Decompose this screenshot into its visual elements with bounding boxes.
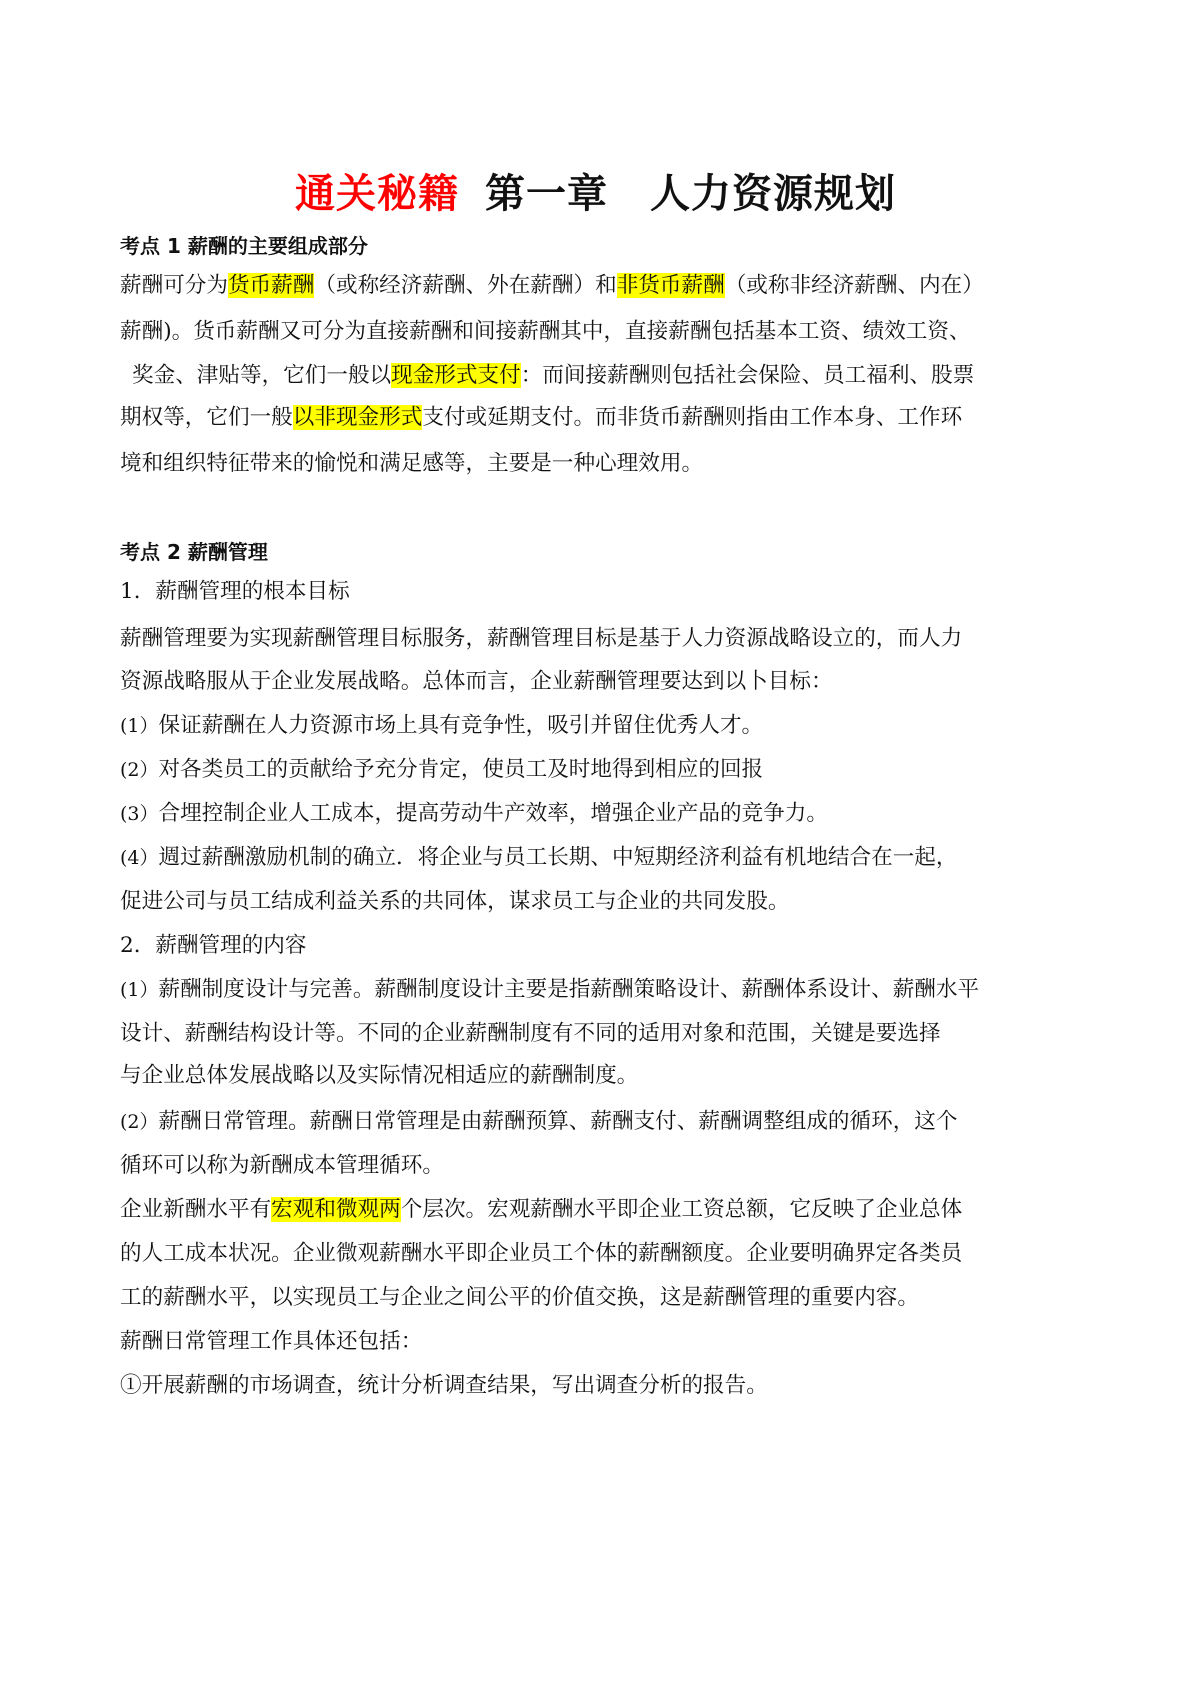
s2-macro-2: 的人工成本状况。企业微观薪酬水平即企业员工个体的薪酬额度。企业要明确界定各类员 [120,1241,963,1266]
s1-line-5: 境和组织特征带来的愉悦和满足感等，主要是一种心理效用。 [120,451,704,476]
s2-content-1: (1）薪酬制度设计与完善。薪酬制度设计主要是指薪酬策略设计、薪酬体系设计、薪酬水平 [120,977,980,1002]
highlight-macro-micro: 宏观和微观两 [271,1197,401,1222]
s2-goal-4-cont: 促进公司与员工结成利益关系的共同体，谋求员工与企业的共同发股。 [120,889,790,914]
s1-line-3: 奖金、津贴等，它们一般以现金形式支付：而间接薪酬则包括社会保险、员工福利、股票 [132,363,975,388]
highlight-monetary: 货币薪酬 [227,273,315,298]
s1-line-2: 薪酬)。货币薪酬又可分为直接薪酬和间接薪酬其中，直接薪酬包括基本工资、绩效工资、 [120,319,971,344]
s2-macro-4: 薪酬日常管理工作具体还包括： [120,1329,423,1354]
section-1-heading: 考点 1 薪酬的主要组成部分 [120,234,368,258]
s2-para-2: 资源战略服从于企业发展战略。总体而言，企业薪酬管理要达到以卜目标： [120,669,833,694]
s2-para-1: 薪酬管理要为实现薪酬管理目标服务，薪酬管理目标是基于人力资源战略设立的，而人力 [120,626,963,651]
s2-content-1-cont2: 与企业总体发展战略以及实际情况相适应的薪酬制度。 [120,1063,639,1088]
s1-line-1: 薪酬可分为货币薪酬（或称经济薪酬、外在薪酬）和非货币薪酬（或称非经济薪酬、内在） [120,273,984,298]
s2-macro-3: 工的薪酬水平，以实现员工与企业之间公平的价值交换，这是薪酬管理的重要内容。 [120,1285,919,1310]
s2-goal-4: (4）週过薪酬激励机制的确立．将企业与员工长期、中短期经济利益有机地结合在一起， [120,845,958,870]
s2-macro-5: ①开展薪酬的市场调查，统计分析调查结果，写出调查分析的报告。 [120,1373,768,1398]
s2-content-2: (2）薪酬日常管理。薪酬日常管理是由薪酬预算、薪酬支付、薪酬调整组成的循环，这个 [120,1109,958,1134]
s1-line-4: 期权等，它们一般以非现金形式支付或延期支付。而非货币薪酬则指由工作本身、工作环 [120,405,963,430]
section-2-heading: 考点 2 薪酬管理 [120,540,268,564]
s2-sub-2: 2．薪酬管理的内容 [120,933,307,958]
highlight-non-cash: 以非现金形式 [292,405,423,430]
title-name: 人力资源规划 [650,171,896,217]
s2-goal-1: (1）保证薪酬在人力资源市场上具有竞争性，吸引并留住优秀人才。 [120,713,764,738]
title-chapter: 第一章 [485,171,608,217]
s2-content-1-cont: 设计、薪酬结构设计等。不同的企业薪酬制度有不同的适用对象和范围，关键是要选择 [120,1021,941,1046]
s2-goal-2: (2）对各类员工的贡献给予充分肯定，使员工及时地得到相应的回报 [120,757,764,782]
s2-content-2-cont: 循环可以称为新酬成本管理循环。 [120,1153,444,1178]
page-title [0,166,1191,222]
title-red: 通关秘籍 [295,171,459,217]
s2-goal-3: (3）合埋控制企业人工成本，提高劳动牛产效率，增强企业产品的竞争力。 [120,801,828,826]
s2-sub-1: 1．薪酬管理的根本目标 [120,579,350,604]
s2-macro-1: 企业新酬水平有宏观和微观两个层次。宏观薪酬水平即企业工资总额，它反映了企业总体 [120,1197,963,1222]
highlight-cash: 现金形式支付 [391,363,521,388]
highlight-non-monetary: 非货币薪酬 [616,273,725,298]
